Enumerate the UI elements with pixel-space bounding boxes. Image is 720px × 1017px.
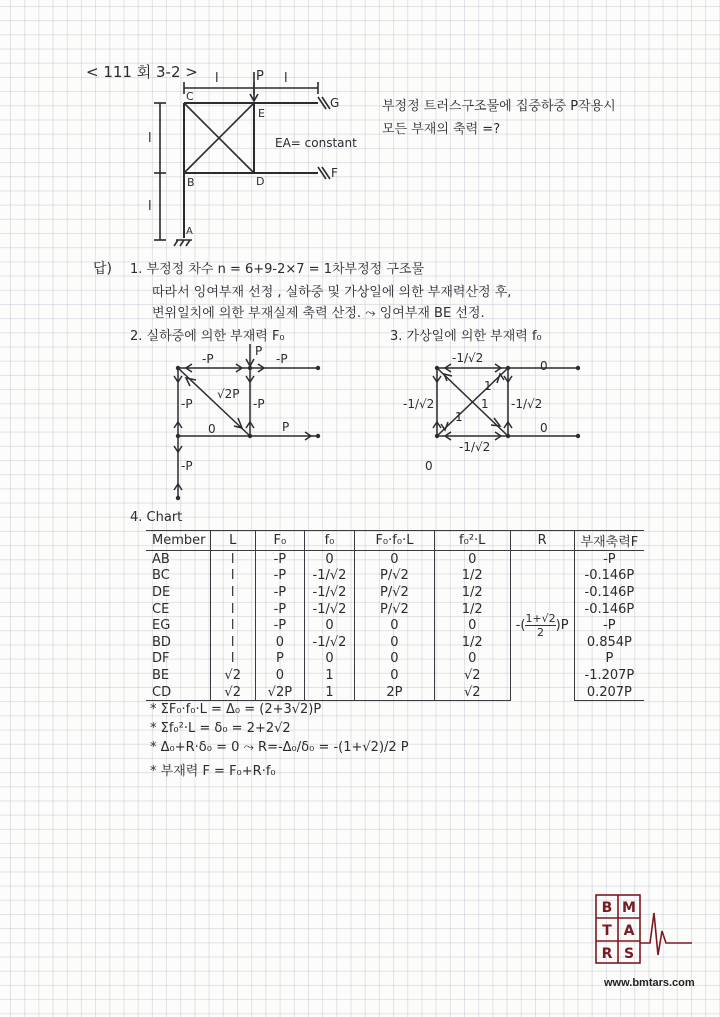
- cell-F0: P: [255, 651, 304, 668]
- step1-line3: 변위일치에 의한 부재실제 축력 산정. ⤳ 잉여부재 BE 선정.: [152, 306, 485, 321]
- logo-letter: M: [622, 900, 636, 916]
- r-numerator: 1+√2: [525, 612, 556, 626]
- logo-url[interactable]: www.bmtars.com: [604, 977, 695, 989]
- step2-title: 2. 실하중에 의한 부재력 F₀: [130, 329, 285, 344]
- cell-force: P: [574, 651, 644, 668]
- cell-R: [510, 551, 574, 701]
- cell-F0f0L: 0: [354, 551, 434, 568]
- cell-length: l: [210, 634, 255, 651]
- col-header: F₀·f₀·L: [354, 531, 434, 551]
- cell-force: 0.207P: [574, 684, 644, 701]
- col-header: F₀: [255, 531, 304, 551]
- r-suffix: )P: [555, 618, 569, 634]
- node-D: D: [256, 175, 265, 188]
- formula-3: * Δ₀+R·δ₀ = 0 ⤳ R=-Δ₀/δ₀ = -(1+√2)/2 P: [150, 740, 409, 755]
- cell-f02L: 0: [434, 551, 510, 568]
- cell-f0: 0: [305, 651, 355, 668]
- question-line-2: 모든 부재의 축력 =?: [382, 122, 501, 137]
- f0v-one-b: 1: [481, 397, 489, 411]
- cell-f0: -1/√2: [305, 634, 355, 651]
- cell-force: -P: [574, 551, 644, 568]
- ea-label: EA= constant: [275, 136, 357, 150]
- f0v-bottom: -1/√2: [459, 440, 491, 454]
- cell-force: -0.146P: [574, 568, 644, 585]
- cell-length: l: [210, 601, 255, 618]
- node-C: C: [186, 90, 194, 103]
- logo-letter: R: [601, 946, 613, 962]
- cell-member: CD: [146, 684, 210, 701]
- r-denominator: 2: [537, 626, 545, 640]
- cell-F0: -P: [255, 584, 304, 601]
- cell-length: l: [210, 617, 255, 634]
- cell-f02L: √2: [434, 684, 510, 701]
- f0v-bottom-end: 0: [540, 421, 548, 435]
- logo-letter: T: [602, 923, 612, 939]
- logo-letter: S: [623, 946, 635, 962]
- formula-4: * 부재력 F = F₀+R·f₀: [150, 764, 276, 779]
- cell-F0: -P: [255, 617, 304, 634]
- cell-force: -P: [574, 617, 644, 634]
- f0v-column: 0: [425, 459, 433, 473]
- cell-F0f0L: 0: [354, 634, 434, 651]
- cell-member: BD: [152, 634, 171, 650]
- cell-f0: -1/√2: [305, 568, 355, 585]
- f0-top-left: -P: [202, 352, 214, 366]
- cell-f0: 0: [305, 617, 355, 634]
- step3-title: 3. 가상일에 의한 부재력 f₀: [390, 329, 542, 344]
- cell-F0: 0: [255, 667, 304, 684]
- cell-F0: -P: [255, 551, 304, 568]
- cell-F0f0L: 0: [354, 667, 434, 684]
- cell-F0: 0: [255, 634, 304, 651]
- cell-F0f0L: 0: [354, 617, 434, 634]
- cell-F0f0L: P/√2: [354, 584, 434, 601]
- cell-f02L: 1/2: [434, 568, 510, 585]
- col-header: f₀²·L: [434, 531, 510, 551]
- cell-f02L: 0: [434, 617, 510, 634]
- f0-bottom-right: P: [282, 420, 290, 434]
- cell-f02L: 1/2: [434, 601, 510, 618]
- table-header-row: [146, 531, 644, 551]
- node-G: G: [330, 96, 340, 110]
- col-header: R: [510, 531, 574, 551]
- cell-length: l: [210, 551, 255, 568]
- answer-mark: 답): [93, 261, 112, 277]
- label-l-top1: l: [215, 71, 219, 86]
- f0v-right: -1/√2: [511, 397, 543, 411]
- f0-left: -P: [181, 397, 193, 411]
- col-header: 부재축력F: [574, 531, 644, 551]
- table-row: [146, 551, 644, 568]
- col-header: Member: [146, 531, 210, 551]
- cell-F0f0L: 0: [354, 651, 434, 668]
- member-force-table: [146, 530, 644, 701]
- label-P: P: [256, 69, 264, 84]
- logo-letter: A: [623, 923, 635, 939]
- cell-force: 0.854P: [574, 634, 644, 651]
- cell-f0: -1/√2: [305, 584, 355, 601]
- f0v-one-c: 1: [455, 410, 463, 424]
- cell-length: √2: [210, 667, 255, 684]
- f0v-right-end: 0: [540, 359, 548, 373]
- node-B: B: [187, 176, 195, 189]
- cell-F0f0L: 2P: [354, 684, 434, 701]
- cell-member: AB: [152, 551, 170, 567]
- logo-letter: B: [601, 900, 613, 916]
- f0-diag: √2P: [217, 387, 240, 401]
- cell-member: CE: [152, 601, 170, 617]
- cell-length: √2: [210, 684, 255, 701]
- cell-member: DF: [152, 651, 170, 667]
- r-prefix: -(: [515, 618, 526, 634]
- cell-f02L: 1/2: [434, 634, 510, 651]
- node-E: E: [258, 107, 265, 120]
- cell-length: l: [210, 651, 255, 668]
- f0-column: -P: [181, 459, 193, 473]
- cell-force: -0.146P: [574, 584, 644, 601]
- problem-header: < 111 회 3-2 >: [86, 63, 198, 81]
- label-l-left1: l: [148, 131, 152, 146]
- cell-f0: 1: [305, 684, 355, 701]
- question-line-1: 부정정 트러스구조물에 집중하중 P작용시: [382, 99, 616, 114]
- cell-f0: -1/√2: [305, 601, 355, 618]
- f0v-top: -1/√2: [452, 351, 484, 365]
- cell-f02L: √2: [434, 667, 510, 684]
- step4-title: 4. Chart: [130, 510, 183, 525]
- cell-length: l: [210, 568, 255, 585]
- f0-bottom-left: 0: [208, 422, 216, 436]
- cell-f0: 1: [305, 667, 355, 684]
- cell-F0: -P: [255, 601, 304, 618]
- step1-line1: 1. 부정정 차수 n = 6+9-2×7 = 1차부정정 구조물: [130, 262, 425, 277]
- f0-top-right: -P: [276, 352, 288, 366]
- label-l-top2: l: [284, 71, 288, 86]
- cell-f0: 0: [305, 551, 355, 568]
- node-A: A: [186, 226, 193, 237]
- cell-member: DE: [152, 584, 171, 600]
- cell-member: BC: [152, 568, 170, 584]
- f0v-one-a: 1: [484, 379, 492, 393]
- cell-force: -0.146P: [574, 601, 644, 618]
- col-header: L: [210, 531, 255, 551]
- f0v-left: -1/√2: [403, 397, 435, 411]
- cell-f02L: 0: [434, 651, 510, 668]
- cell-force: -1.207P: [574, 667, 644, 684]
- cell-F0f0L: P/√2: [354, 568, 434, 585]
- col-header: f₀: [305, 531, 355, 551]
- step1-line2: 따라서 잉여부재 선정 , 실하중 및 가상일에 의한 부재력산정 후,: [152, 285, 512, 300]
- f0-middle: -P: [253, 397, 265, 411]
- cell-member: EG: [152, 618, 171, 634]
- label-l-left2: l: [148, 199, 152, 214]
- formula-1: * ΣF₀·f₀·L = Δ₀ = (2+3√2)P: [150, 702, 322, 717]
- cell-F0f0L: P/√2: [354, 601, 434, 618]
- cell-length: l: [210, 584, 255, 601]
- cell-f02L: 1/2: [434, 584, 510, 601]
- pulse-line: [640, 913, 692, 955]
- f0-load: P: [255, 344, 263, 358]
- cell-F0: √2P: [255, 684, 304, 701]
- cell-member: BE: [152, 667, 170, 683]
- formula-2: * Σf₀²·L = δ₀ = 2+2√2: [150, 721, 291, 736]
- node-F: F: [331, 166, 338, 180]
- cell-F0: -P: [255, 568, 304, 585]
